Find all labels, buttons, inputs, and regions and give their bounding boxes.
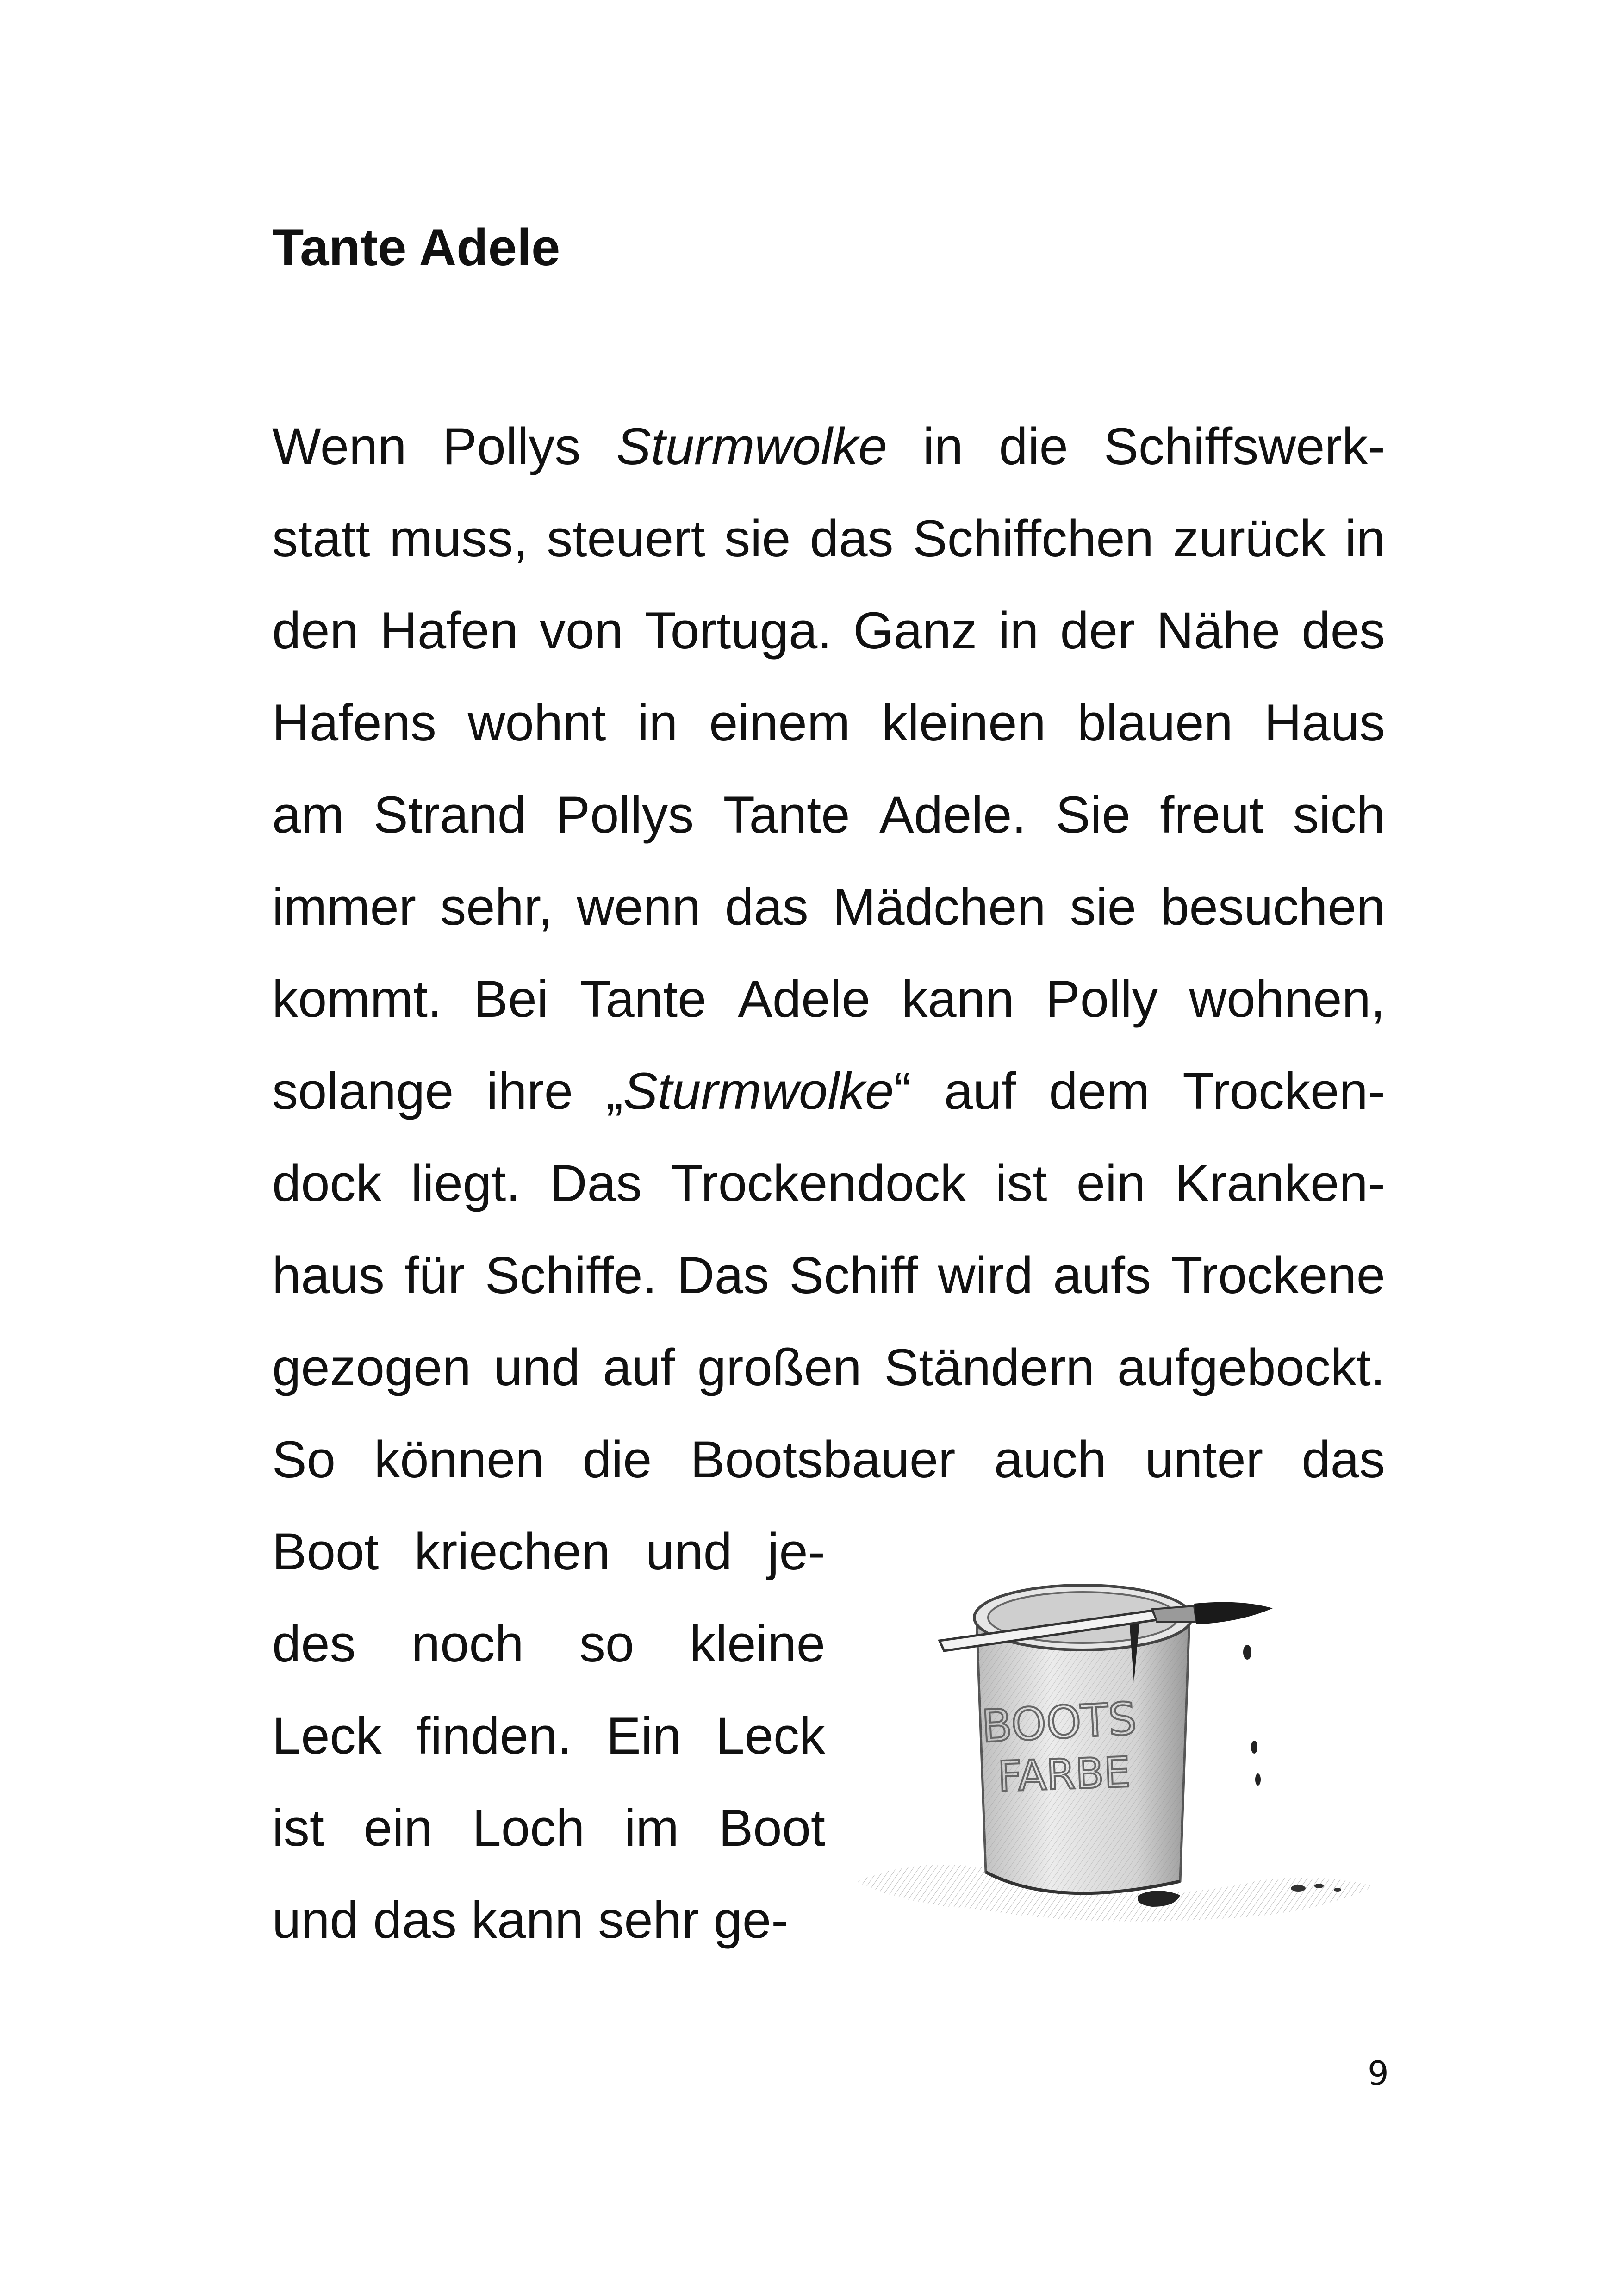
word: Bootsbauer [690, 1431, 956, 1488]
word: Trockendock [671, 1154, 966, 1212]
word: Schiffswerk- [1104, 417, 1385, 475]
paint-can-illustration [856, 1530, 1388, 1969]
word: noch [411, 1615, 524, 1673]
word: Trocken- [1182, 1062, 1385, 1120]
word: in [923, 417, 964, 475]
word: sehr, [440, 878, 553, 936]
word: Adele. [879, 786, 1027, 844]
chapter-title: Tante Adele [272, 218, 560, 276]
word: Hafens [272, 694, 436, 752]
word: dem [1049, 1062, 1150, 1120]
word: Das [677, 1246, 770, 1304]
word: Adele [738, 970, 871, 1028]
word: unter [1145, 1431, 1263, 1488]
word: Tante [579, 970, 707, 1028]
word: Schiff [789, 1246, 918, 1304]
word: Schiffe. [485, 1246, 657, 1304]
text-line [272, 1061, 1385, 1121]
word: auch [994, 1431, 1107, 1488]
word: statt [272, 510, 370, 567]
word: die [582, 1431, 652, 1488]
text-line [272, 1338, 1385, 1398]
word: von [539, 602, 623, 660]
text-line [272, 877, 1385, 937]
word: in [637, 694, 678, 752]
word: Polly [1045, 970, 1158, 1028]
word: Nähe [1156, 602, 1281, 660]
word: freut [1160, 786, 1264, 844]
word: Pollys [555, 786, 694, 844]
word: „Sturmwolke“ [606, 1062, 911, 1120]
word: so [579, 1615, 635, 1673]
word: auf [603, 1338, 675, 1396]
word: Leck [272, 1707, 382, 1765]
text-line [272, 509, 1385, 569]
text-line [272, 1245, 1385, 1306]
word: sie [1070, 878, 1137, 936]
word: aufs [1053, 1246, 1151, 1304]
word: Strand [373, 786, 526, 844]
word: Mädchen [832, 878, 1046, 936]
word: sie [724, 510, 791, 567]
can-label-line1: BOOTS [980, 1692, 1138, 1753]
word: besuchen [1160, 878, 1385, 936]
word: Tortuga. [644, 602, 832, 660]
word: des [1301, 602, 1385, 660]
text-line [272, 1153, 1385, 1213]
word: haus [272, 1246, 385, 1304]
word: das [1301, 1431, 1385, 1488]
word: Sie [1055, 786, 1131, 844]
word: kleinen [881, 694, 1046, 752]
text-line [272, 1890, 825, 1950]
word: können [374, 1431, 544, 1488]
word: wohnen, [1189, 970, 1385, 1028]
word: in [1344, 510, 1385, 567]
text-line [272, 1430, 1385, 1490]
word: Das [549, 1154, 642, 1212]
text-line [272, 1706, 825, 1766]
word: Pollys [442, 417, 581, 475]
word: zurück [1173, 510, 1326, 567]
word: auf [944, 1062, 1016, 1120]
text-line [272, 417, 1385, 477]
word: Kranken- [1175, 1154, 1385, 1212]
word: Leck [716, 1707, 825, 1765]
word: solange [272, 1062, 454, 1120]
word: ge- [713, 1891, 789, 1949]
word: ihre [486, 1062, 573, 1120]
text-line [272, 785, 1385, 845]
word: kann [902, 970, 1014, 1028]
text-line [272, 601, 1385, 661]
text-line [272, 969, 1385, 1029]
word: So [272, 1431, 336, 1488]
word: dock [272, 1154, 382, 1212]
word: Ein [606, 1707, 681, 1765]
word: in [998, 602, 1039, 660]
text-line [272, 1614, 825, 1674]
word: Wenn [272, 417, 407, 475]
word: im [624, 1799, 679, 1857]
text-line [272, 1798, 825, 1858]
can-label-line2: FARBE [997, 1748, 1131, 1801]
word: das [725, 878, 809, 936]
word: das [373, 1891, 457, 1949]
word: Boot [718, 1799, 825, 1857]
word: Ganz [853, 602, 977, 660]
word: Sturmwolke [616, 417, 887, 475]
word: blauen [1077, 694, 1233, 752]
word: das [809, 510, 894, 567]
word: und [646, 1523, 732, 1580]
word: kleine [690, 1615, 825, 1673]
word: wohnt [467, 694, 606, 752]
word: Tante [723, 786, 850, 844]
word: muss, [389, 510, 528, 567]
word: aufgebockt. [1117, 1338, 1385, 1396]
word: Trockene [1171, 1246, 1385, 1304]
word: finden. [416, 1707, 572, 1765]
word: kann [471, 1891, 584, 1949]
word: für [404, 1246, 465, 1304]
word: und [493, 1338, 580, 1396]
word: Ständern [884, 1338, 1095, 1396]
word: liegt. [411, 1154, 521, 1212]
word: steuert [547, 510, 705, 567]
word: ist [272, 1799, 324, 1857]
word: und [272, 1891, 359, 1949]
word: Loch [472, 1799, 585, 1857]
word: am [272, 786, 344, 844]
word: wird [938, 1246, 1033, 1304]
text-line [272, 693, 1385, 753]
word: kriechen [414, 1523, 610, 1580]
word: Boot [272, 1523, 379, 1580]
word: einem [709, 694, 851, 752]
word: je- [767, 1523, 825, 1580]
word: des [272, 1615, 356, 1673]
word: Bei [473, 970, 548, 1028]
word: den [272, 602, 359, 660]
word: großen [697, 1338, 862, 1396]
word: ein [363, 1799, 433, 1857]
word: sich [1293, 786, 1385, 844]
word: kommt. [272, 970, 442, 1028]
word: Schiffchen [913, 510, 1154, 567]
word: die [999, 417, 1068, 475]
word: ein [1076, 1154, 1146, 1212]
text-line [272, 1522, 825, 1582]
word: gezogen [272, 1338, 471, 1396]
word: ist [995, 1154, 1047, 1212]
word: sehr [598, 1891, 699, 1949]
word: Hafen [380, 602, 518, 660]
page-number: 9 [1368, 2054, 1389, 2093]
word: immer [272, 878, 417, 936]
word: wenn [577, 878, 701, 936]
word: der [1060, 602, 1135, 660]
word: Haus [1264, 694, 1385, 752]
